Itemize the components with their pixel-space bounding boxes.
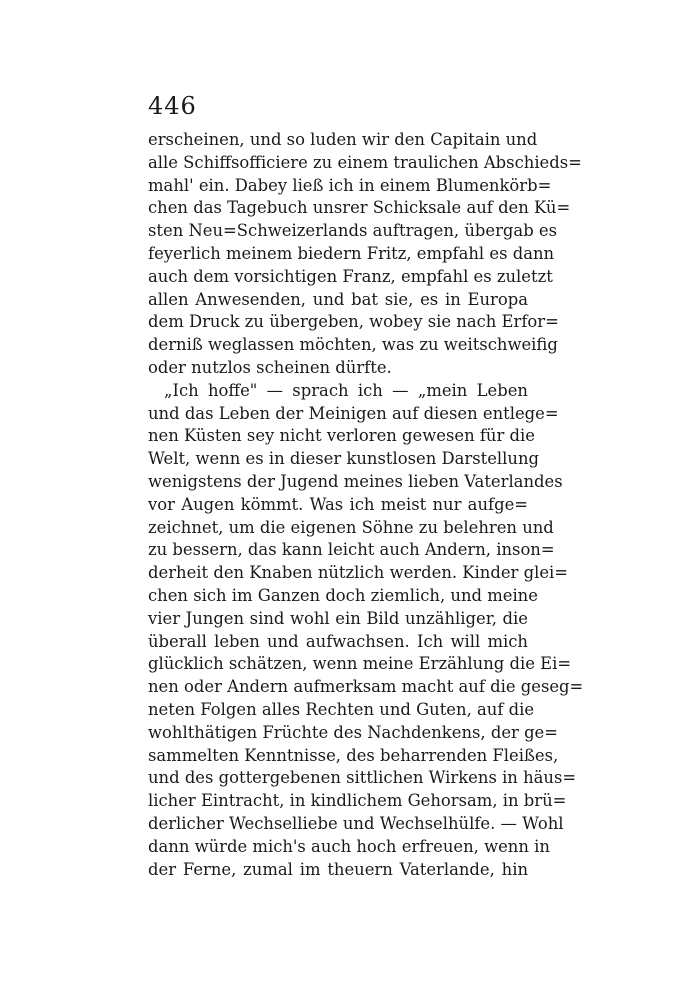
text-line: wenigstens der Jugend meines lieben Vaterlandes bbox=[148, 471, 563, 491]
text-line: überall leben und aufwachsen. Ich will mich bbox=[148, 631, 528, 651]
text-line: mahl' ein. Dabey ließ ich in einem Blumenkörb= bbox=[148, 175, 552, 195]
text-line: oder nutzlos scheinen dürfte. bbox=[148, 357, 392, 377]
text-line: allen Anwesenden, und bat sie, es in Europa bbox=[148, 289, 528, 309]
text-line: sammelten Kenntnisse, des beharrenden Fleißes, bbox=[148, 745, 559, 765]
text-line: der Ferne, zumal im theuern Vaterlande, hin bbox=[148, 859, 528, 879]
text-line: vier Jungen sind wohl ein Bild unzähliger, die bbox=[148, 608, 528, 628]
text-line: zeichnet, um die eigenen Söhne zu belehren und bbox=[148, 517, 554, 537]
body-text bbox=[148, 129, 584, 881]
text-line: auch dem vorsichtigen Franz, empfahl es zuletzt bbox=[148, 266, 553, 286]
text-line: „Ich hoffe" — sprach ich — „mein Leben bbox=[164, 380, 528, 400]
text-line: alle Schiffsofficiere zu einem traulichen Abschieds= bbox=[148, 152, 582, 172]
text-line: derlicher Wechselliebe und Wechselhülfe. — Wohl bbox=[148, 813, 564, 833]
text-line: feyerlich meinem biedern Fritz, empfahl es dann bbox=[148, 243, 555, 263]
text-line: zu bessern, das kann leicht auch Andern, inson= bbox=[148, 540, 555, 560]
text-line: dem Druck zu übergeben, wobey sie nach Erfor= bbox=[148, 312, 559, 332]
text-line: neten Folgen alles Rechten und Guten, auf die bbox=[148, 699, 535, 719]
text-line: vor Augen kömmt. Was ich meist nur aufge= bbox=[148, 494, 528, 514]
text-line: chen sich im Ganzen doch ziemlich, und meine bbox=[148, 585, 538, 605]
text-line: erscheinen, und so luden wir den Capitain und bbox=[148, 130, 538, 149]
text-line: wohlthätigen Früchte des Nachdenkens, der ge= bbox=[148, 722, 558, 742]
text-line: derniß weglassen möchten, was zu weitschweifig bbox=[148, 335, 558, 355]
text-line: glücklich schätzen, wenn meine Erzählung die Ei= bbox=[148, 654, 572, 674]
text-line: Welt, wenn es in dieser kunstlosen Darstellung bbox=[148, 449, 539, 469]
text-line: licher Eintracht, in kindlichem Gehorsam, in brü= bbox=[148, 791, 567, 811]
page-number: 446 bbox=[148, 92, 197, 120]
text-line: sten Neu=Schweizerlands auftragen, übergab es bbox=[148, 221, 558, 241]
text-line: nen Küsten sey nicht verloren gewesen für die bbox=[148, 426, 535, 446]
text-line: nen oder Andern aufmerksam macht auf die geseg= bbox=[148, 677, 584, 697]
text-line: und des gottergebenen sittlichen Wirkens in häus= bbox=[148, 768, 577, 788]
text-line: chen das Tagebuch unsrer Schicksale auf den Kü= bbox=[148, 198, 571, 218]
text-line: derheit den Knaben nützlich werden. Kinder glei= bbox=[148, 563, 569, 583]
text-line: dann würde mich's auch hoch erfreuen, wenn in bbox=[148, 836, 550, 856]
text-line: und das Leben der Meinigen auf diesen entlege= bbox=[148, 403, 559, 423]
